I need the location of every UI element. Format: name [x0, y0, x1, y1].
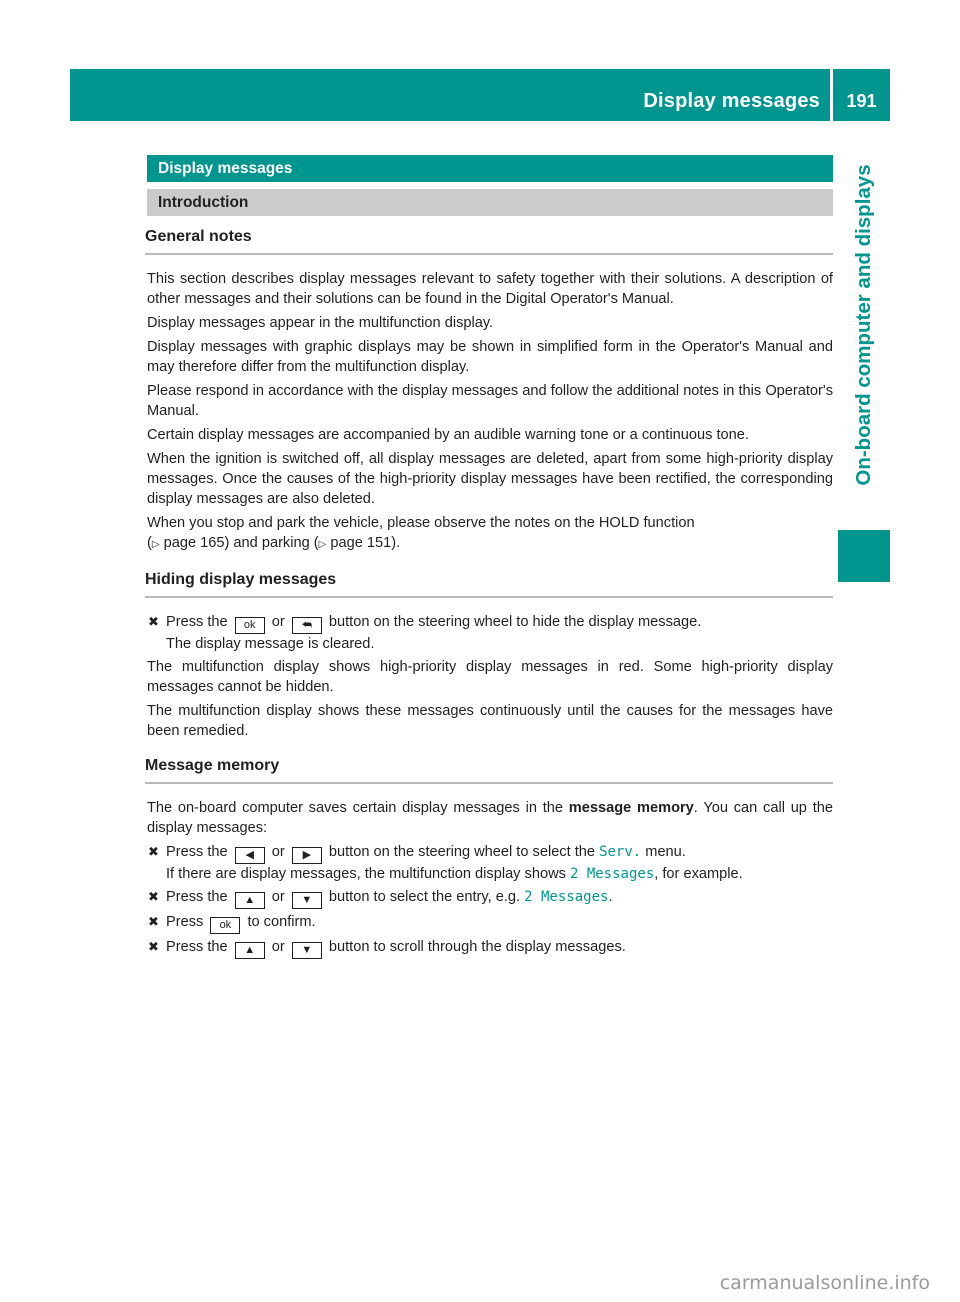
text: .	[608, 889, 613, 905]
text: ).	[391, 535, 401, 551]
page-ref-link[interactable]: page 165	[163, 535, 225, 551]
text: button on the steering wheel to select the	[328, 844, 595, 860]
heading-hiding: Hiding display messages	[145, 569, 833, 598]
text: button on the steering wheel to hide the display message.	[328, 614, 702, 630]
heading-message-memory: Message memory	[145, 755, 833, 784]
step-bullet-icon: ✖	[148, 914, 159, 929]
side-tab	[838, 130, 890, 520]
left-arrow-key-icon: ◀	[235, 847, 265, 864]
up-arrow-key-icon: ▲	[235, 892, 265, 909]
text: or	[271, 939, 285, 955]
header-title: Display messages	[643, 90, 820, 112]
paragraph-hold-function: When you stop and park the vehicle, please observe the notes on the HOLD function (▷ page 165) and parking (▷ page 151).	[147, 515, 695, 551]
side-tab-label: On-board computer and displays	[852, 164, 875, 486]
paragraph: Display messages with graphic displays may be shown in simplified form in the Operator's Manual and may therefore differ from the multifunction display.	[147, 339, 833, 375]
menu-name: Serv.	[599, 844, 642, 860]
text: button to scroll through the display messages.	[328, 939, 626, 955]
subsection-title: Introduction	[147, 189, 833, 216]
text: Press the	[166, 889, 228, 905]
page-content	[147, 155, 833, 962]
text: When you stop and park the vehicle, please observe the notes on the HOLD function	[147, 515, 695, 531]
paragraph: Display messages appear in the multifunction display.	[147, 315, 494, 331]
section-title: Display messages	[147, 155, 833, 182]
instruction-step	[147, 937, 833, 959]
down-arrow-key-icon: ▼	[292, 942, 322, 959]
text: . You can call up the display messages:	[147, 800, 833, 836]
paragraph: When the ignition is switched off, all display messages are deleted, apart from some high-priority display messages. Once the causes of the high-priority display messages have been rectified, the corresponding display messages are also deleted.	[147, 451, 833, 507]
text: to confirm.	[247, 914, 316, 930]
paragraph: Certain display messages are accompanied by an audible warning tone or a continuous tone.	[147, 427, 749, 443]
text: Press	[166, 914, 204, 930]
step-bullet-icon: ✖	[148, 889, 159, 904]
page-header	[70, 69, 890, 121]
paragraph-message-memory	[147, 798, 833, 838]
paragraph: Please respond in accordance with the display messages and follow the additional notes in this Operator's Manual.	[147, 383, 833, 419]
instruction-step	[147, 887, 833, 909]
step-bullet-icon: ✖	[148, 939, 159, 954]
side-thumb-block	[838, 530, 890, 582]
display-text: 2 Messages	[524, 889, 609, 905]
right-arrow-key-icon: ▶	[292, 847, 322, 864]
step-bullet-icon: ✖	[148, 844, 159, 859]
text: or	[271, 614, 285, 630]
back-key-icon: ⮪	[292, 617, 322, 634]
display-text: 2 Messages	[569, 866, 655, 882]
paragraph: This section describes display messages relevant to safety together with their solutions. A description of other messages and their solutions can be found in the Digital Operator's Manual.	[147, 271, 833, 307]
step-result: The display message is cleared.	[166, 636, 375, 652]
text: The on-board computer saves certain display messages in the	[147, 800, 564, 816]
text: or	[271, 844, 285, 860]
ok-key-icon: ok	[235, 617, 265, 634]
text: If there are display messages, the multifunction display shows	[166, 866, 566, 882]
page-ref-link[interactable]: page 151	[330, 535, 392, 551]
page-number: 191	[846, 91, 877, 111]
text: ) and parking (	[224, 535, 319, 551]
page-ref-arrow-icon: ▷	[151, 539, 160, 550]
text: , for example.	[654, 866, 743, 882]
ok-key-icon: ok	[210, 917, 240, 934]
down-arrow-key-icon: ▼	[292, 892, 322, 909]
text: button to select the entry, e.g.	[328, 889, 521, 905]
paragraph: The multifunction display shows these messages continuously until the causes for the messages have been remedied.	[147, 703, 833, 739]
instruction-step	[147, 612, 833, 654]
text: or	[271, 889, 285, 905]
watermark: carmanualsonline.info	[719, 1272, 930, 1294]
text: Press the	[166, 939, 228, 955]
text: Press the	[166, 614, 228, 630]
bold-term: message memory	[568, 800, 694, 816]
up-arrow-key-icon: ▲	[235, 942, 265, 959]
heading-general-notes: General notes	[145, 226, 833, 255]
instruction-step	[147, 842, 833, 884]
page-ref-arrow-icon: ▷	[318, 539, 327, 550]
instruction-step	[147, 912, 833, 934]
paragraph: The multifunction display shows high-priority display messages in red. Some high-priority display messages cannot be hidden.	[147, 659, 833, 695]
step-bullet-icon: ✖	[148, 614, 159, 629]
text: menu.	[645, 844, 686, 860]
text: Press the	[166, 844, 228, 860]
